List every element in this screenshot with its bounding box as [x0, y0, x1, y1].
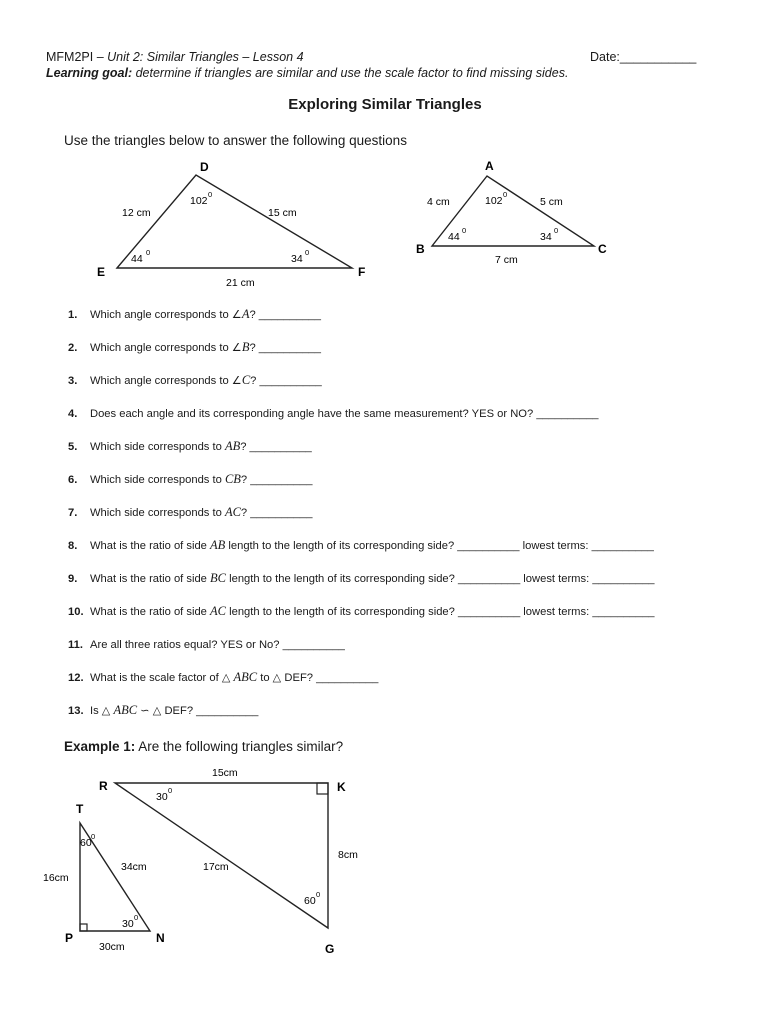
side-bc: 7 cm: [495, 254, 518, 266]
triangle-rkg-shape: [115, 783, 328, 928]
question-number: 7.: [68, 507, 78, 519]
angle-f-degree: 0: [305, 248, 310, 257]
question-text: Are all three ratios equal? YES or No? __________: [90, 639, 345, 651]
question-answer-blank: length to the length of its corresponding side? __________ lowest terms: __________: [225, 540, 654, 552]
learning-goal-label: Learning goal:: [46, 66, 133, 80]
angle-a: 102: [485, 195, 503, 207]
side-ef: 21 cm: [226, 277, 255, 289]
side-pn: 30cm: [99, 941, 125, 953]
triangle-tpn: [43, 802, 165, 953]
question-2: [68, 340, 321, 355]
course-code: MFM2PI: [46, 50, 94, 64]
triangle-def: [97, 160, 365, 289]
question-math-symbol: ABC: [113, 703, 138, 717]
date-field: Date:___________: [590, 50, 697, 64]
question-text: Does each angle and its corresponding angle have the same measurement? YES or NO? __________: [90, 408, 599, 420]
question-text: Which angle corresponds to ∠: [90, 342, 242, 354]
question-text: Which angle corresponds to ∠: [90, 309, 242, 321]
question-3: [68, 373, 322, 388]
question-math-symbol: AB: [224, 439, 241, 453]
question-1: [68, 307, 321, 322]
question-text: What is the ratio of side: [90, 606, 211, 618]
example-1-label: Example 1:: [64, 739, 136, 754]
question-text: Which side corresponds to: [90, 441, 225, 453]
learning-goal-text: determine if triangles are similar and use the scale factor to find missing sides.: [132, 66, 569, 80]
vertex-p: P: [65, 931, 74, 945]
question-text: Is △: [90, 705, 114, 717]
angle-c-degree: 0: [554, 226, 559, 235]
triangle-def-shape: [117, 175, 352, 268]
example-1-figure: [0, 760, 770, 960]
question-6: [68, 472, 312, 487]
angle-r: 30: [156, 791, 168, 803]
question-math-symbol: A: [241, 307, 250, 321]
angle-t: 60: [80, 837, 92, 849]
question-number: 12.: [68, 672, 84, 684]
vertex-d: D: [200, 160, 209, 174]
angle-r-degree: 0: [168, 786, 173, 795]
question-answer-blank: length to the length of its corresponding side? __________ lowest terms: __________: [226, 606, 655, 618]
question-number: 2.: [68, 342, 78, 354]
angle-e-degree: 0: [146, 248, 151, 257]
question-math-symbol: CB: [224, 472, 241, 486]
side-df: 15 cm: [268, 207, 297, 219]
question-number: 11.: [68, 639, 83, 651]
angle-b: 44: [448, 231, 460, 243]
angle-n-degree: 0: [134, 913, 139, 922]
vertex-f: F: [358, 265, 366, 279]
right-angle-k-marker: [317, 783, 328, 794]
question-number: 10.: [68, 606, 84, 618]
angle-f: 34: [291, 253, 303, 265]
question-number: 3.: [68, 375, 78, 387]
side-tp: 16cm: [43, 872, 69, 884]
question-text: Which angle corresponds to ∠: [90, 375, 242, 387]
side-de: 12 cm: [122, 207, 151, 219]
question-answer-blank: to △ DEF? __________: [257, 672, 379, 684]
course-header: MFM2PI – Unit 2: Similar Triangles – Lesson 4: [46, 50, 304, 64]
vertex-c: C: [598, 242, 607, 256]
question-13: [68, 703, 258, 718]
question-text: What is the ratio of side: [90, 540, 211, 552]
question-answer-blank: ? __________: [240, 507, 313, 519]
question-math-symbol: B: [241, 340, 250, 354]
page-title: Exploring Similar Triangles: [288, 96, 482, 113]
triangle-abc: [416, 159, 607, 266]
angle-g: 60: [304, 895, 316, 907]
question-11: [68, 637, 345, 652]
vertex-b: B: [416, 242, 425, 256]
question-8: [68, 538, 654, 553]
unit-lesson: Unit 2: Similar Triangles – Lesson 4: [107, 50, 304, 64]
question-number: 5.: [68, 441, 78, 453]
question-answer-blank: ? __________: [250, 375, 322, 387]
question-math-symbol: C: [241, 373, 251, 387]
side-kg: 8cm: [338, 849, 358, 861]
question-answer-blank: ? __________: [249, 309, 322, 321]
question-4: [68, 406, 599, 421]
question-text: Which side corresponds to: [90, 507, 225, 519]
question-answer-blank: length to the length of its corresponding side? __________ lowest terms: __________: [226, 573, 655, 585]
question-number: 1.: [68, 309, 78, 321]
question-number: 9.: [68, 573, 78, 585]
side-rk: 15cm: [212, 767, 238, 779]
question-10: [68, 604, 655, 619]
angle-g-degree: 0: [316, 890, 321, 899]
question-number: 13.: [68, 705, 84, 717]
vertex-k: K: [337, 780, 346, 794]
question-7: [68, 505, 312, 520]
side-ac: 5 cm: [540, 196, 563, 208]
question-number: 6.: [68, 474, 78, 486]
angle-d: 102: [190, 195, 208, 207]
instructions: Use the triangles below to answer the following questions: [64, 133, 407, 148]
top-triangles-figure: [0, 150, 770, 295]
question-answer-blank: ? __________: [240, 474, 313, 486]
angle-e: 44: [131, 253, 143, 265]
vertex-g: G: [325, 942, 335, 956]
side-tn: 34cm: [121, 861, 147, 873]
side-ab: 4 cm: [427, 196, 450, 208]
question-math-symbol: AC: [210, 604, 226, 618]
vertex-e: E: [97, 265, 106, 279]
question-answer-blank: ∽ △ DEF? __________: [137, 705, 259, 717]
learning-goal: [46, 66, 568, 80]
vertex-t: T: [76, 802, 84, 816]
question-math-symbol: AC: [224, 505, 241, 519]
question-text: What is the scale factor of △: [90, 672, 234, 684]
question-text: What is the ratio of side: [90, 573, 211, 585]
question-text: Which side corresponds to: [90, 474, 225, 486]
angle-t-degree: 0: [91, 832, 96, 841]
angle-a-degree: 0: [503, 190, 508, 199]
side-rg: 17cm: [203, 861, 229, 873]
angle-c: 34: [540, 231, 552, 243]
question-9: [68, 571, 655, 586]
question-number: 4.: [68, 408, 78, 420]
question-answer-blank: ? __________: [249, 342, 322, 354]
question-math-symbol: BC: [210, 571, 226, 585]
angle-n: 30: [122, 918, 134, 930]
angle-b-degree: 0: [462, 226, 467, 235]
example-1-heading: [64, 739, 343, 754]
example-1-text: Are the following triangles similar?: [135, 739, 344, 754]
right-angle-p-marker: [80, 924, 87, 931]
vertex-n: N: [156, 931, 165, 945]
question-number: 8.: [68, 540, 78, 552]
question-12: [68, 670, 378, 685]
vertex-a: A: [485, 159, 494, 173]
vertex-r: R: [99, 779, 108, 793]
question-5: [68, 439, 312, 454]
question-answer-blank: ? __________: [240, 441, 312, 453]
question-math-symbol: AB: [210, 538, 226, 552]
question-math-symbol: ABC: [233, 670, 258, 684]
angle-d-degree: 0: [208, 190, 213, 199]
